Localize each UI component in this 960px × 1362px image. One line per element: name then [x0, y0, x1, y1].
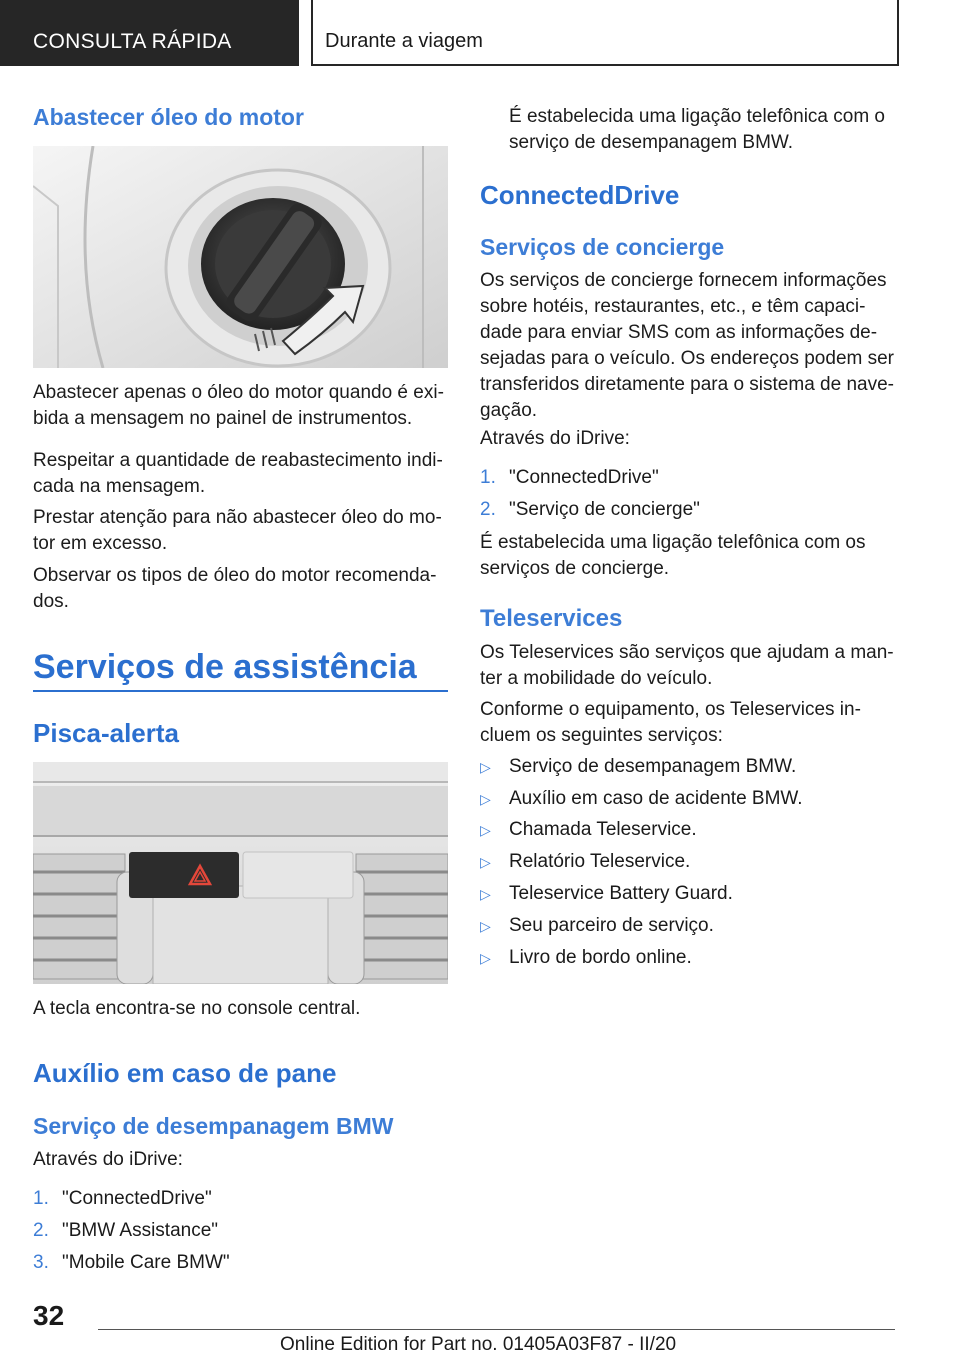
breakdown-title: Auxílio em caso de pane [33, 1058, 337, 1088]
triangle-bullet-icon: ▷ [480, 759, 491, 775]
step-text: "ConnectedDrive" [509, 467, 659, 488]
bmw-service-title: Serviço de desempanagem BMW [33, 1113, 394, 1139]
oil-cap-illustration [33, 146, 448, 368]
hazard-caption: A tecla encontra-se no console central. [33, 998, 361, 1019]
oil-paragraph-1: Abastecer apenas o óleo do motor quando é exibida a mensagem no painel de instrumentos. [33, 382, 444, 429]
oil-paragraph-4: Observar os tipos de óleo do motor recomendados. [33, 565, 437, 612]
hazard-title: Pisca-alerta [33, 718, 179, 748]
triangle-bullet-icon: ▷ [480, 854, 491, 870]
bullet-text: Chamada Teleservice. [509, 819, 697, 840]
step-text: "Mobile Care BMW" [62, 1252, 230, 1273]
chapter-tab[interactable] [311, 0, 899, 66]
bullet-text: Seu parceiro de serviço. [509, 915, 714, 936]
triangle-bullet-icon: ▷ [480, 950, 491, 966]
bullet-text: Auxílio em caso de acidente BMW. [509, 788, 803, 809]
step-number: 3. [33, 1252, 49, 1273]
chapter-label: Durante a viagem [325, 30, 483, 52]
hazard-button-illustration [33, 762, 448, 984]
concierge-paragraph: Os serviços de concierge fornecem informações sobre hotéis, restaurantes, etc., e têm capacidade para enviar SMS com as informações desejadas para o veículo. Os endereços podem ser transferidos diretamente para o sistema de navegação. [480, 270, 895, 421]
oil-paragraph-2: Respeitar a quantidade de reabastecimento indicada na mensagem. [33, 450, 443, 497]
triangle-bullet-icon: ▷ [480, 886, 491, 902]
step-text: "ConnectedDrive" [62, 1188, 212, 1209]
oil-title: Abastecer óleo do motor [33, 104, 304, 130]
triangle-bullet-icon: ▷ [480, 822, 491, 838]
triangle-bullet-icon: ▷ [480, 791, 491, 807]
step-text: "Serviço de concierge" [509, 499, 700, 520]
assistance-services-title: Serviços de assistência [33, 648, 417, 686]
bullet-text: Serviço de desempanagem BMW. [509, 756, 797, 777]
step-number: 2. [33, 1220, 49, 1241]
via-idrive-right: Através do iDrive: [480, 428, 630, 449]
page-number: 32 [33, 1300, 65, 1331]
via-idrive-left: Através do iDrive: [33, 1149, 183, 1170]
teleservices-title: Teleservices [480, 605, 623, 632]
step-number: 2. [480, 499, 496, 520]
footer-divider [98, 1329, 895, 1330]
established-text-2: É estabelecida uma ligação telefônica com os serviços de concierge. [480, 532, 866, 579]
connecteddrive-title: ConnectedDrive [480, 180, 680, 210]
edition-footer: Online Edition for Part no. 01405A03F87 - II/20 [280, 1334, 677, 1355]
bullet-text: Livro de bordo online. [509, 947, 692, 968]
section-label: CONSULTA RÁPIDA [33, 30, 232, 53]
title-underline [33, 690, 448, 692]
concierge-title: Serviços de concierge [480, 234, 725, 260]
oil-paragraph-3: Prestar atenção para não abastecer óleo do motor em excesso. [33, 507, 442, 554]
step-number: 1. [480, 467, 496, 488]
step-number: 1. [33, 1188, 49, 1209]
bullet-text: Relatório Teleservice. [509, 851, 691, 872]
section-tab[interactable] [0, 0, 299, 66]
step-text: "BMW Assistance" [62, 1220, 219, 1241]
page-header [0, 0, 960, 66]
teleservices-paragraph-1: Os Teleservices são serviços que ajudam a manter a mobilidade do veículo. [480, 642, 894, 689]
teleservices-paragraph-2: Conforme o equipamento, os Teleservices incluem os seguintes serviços: [480, 699, 861, 746]
bullet-text: Teleservice Battery Guard. [509, 883, 733, 904]
established-text-1: É estabelecida uma ligação telefônica com o serviço de desempanagem BMW. [509, 106, 886, 153]
triangle-bullet-icon: ▷ [480, 918, 491, 934]
